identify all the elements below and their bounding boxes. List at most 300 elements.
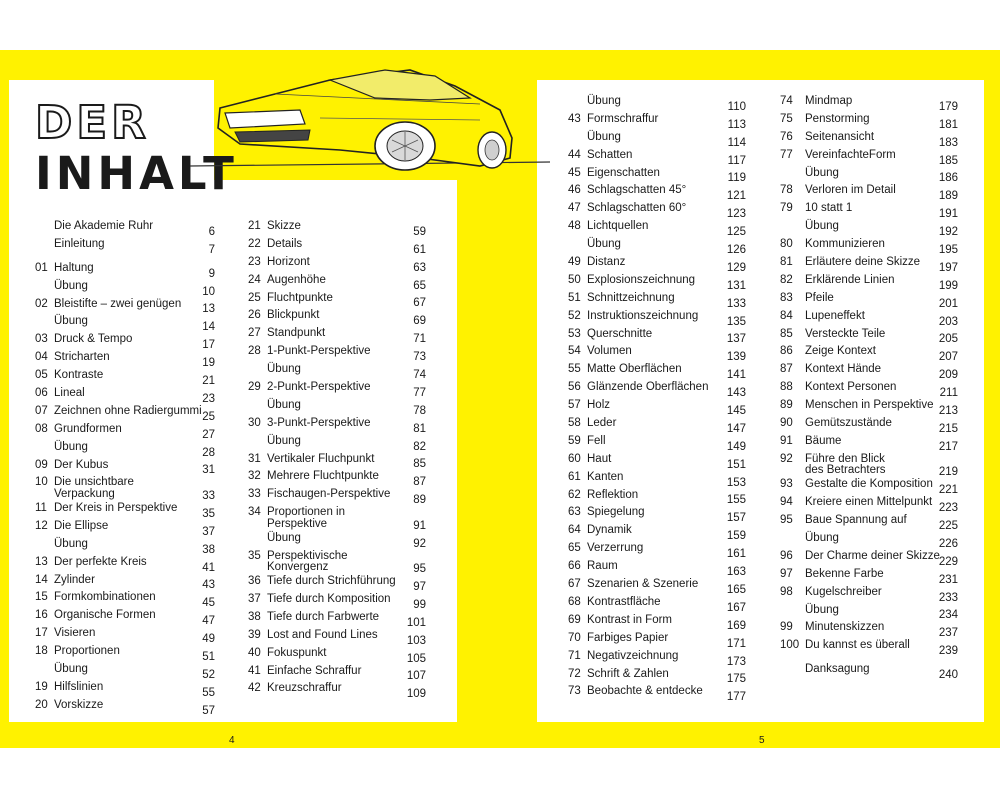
toc-chapter-number: 46	[568, 184, 581, 197]
toc-page-number: 31	[202, 464, 215, 477]
toc-chapter-title: Erklärende Linien	[805, 273, 895, 286]
toc-chapter-title: Tiefe durch Strichführung	[267, 575, 396, 588]
toc-page-number: 55	[202, 686, 215, 699]
toc-page-number: 9	[208, 267, 215, 280]
toc-page-number: 231	[938, 573, 958, 586]
toc-chapter-number: 17	[35, 627, 48, 640]
toc-chapter-number: 83	[780, 291, 793, 304]
toc-entry	[248, 417, 426, 435]
toc-chapter-title: Formkombinationen	[54, 591, 156, 604]
toc-page-number: 35	[202, 507, 215, 520]
toc-chapter-title: Der Kubus	[54, 458, 109, 471]
toc-chapter-title: Verzerrung	[587, 542, 644, 555]
toc-page-number: 153	[726, 476, 746, 489]
toc-chapter-number: 89	[780, 399, 793, 412]
toc-chapter-number: 53	[568, 327, 581, 340]
toc-chapter-title: Die Ellipse	[54, 519, 109, 532]
toc-page-number: 65	[413, 279, 426, 292]
toc-chapter-number: 38	[248, 610, 261, 623]
toc-chapter-title: Fokuspunkt	[267, 646, 327, 659]
toc-entry	[780, 95, 958, 113]
toc-page-number: 161	[726, 548, 746, 561]
toc-column-2	[248, 220, 426, 700]
toc-entry	[568, 202, 746, 220]
toc-entry	[248, 629, 426, 647]
toc-chapter-number: 93	[780, 478, 793, 491]
toc-chapter-title: Stricharten	[54, 351, 110, 364]
toc-chapter-number: 52	[568, 309, 581, 322]
toc-column-1	[35, 220, 215, 717]
toc-entry	[35, 351, 215, 369]
toc-page-number: 67	[413, 297, 426, 310]
toc-entry	[780, 113, 958, 131]
toc-page-number: 117	[727, 154, 746, 167]
toc-chapter-number: 23	[248, 255, 261, 268]
toc-entry	[248, 453, 426, 471]
toc-entry	[248, 506, 426, 532]
toc-chapter-number: 21	[248, 220, 261, 232]
toc-chapter-number: 66	[568, 560, 581, 573]
toc-chapter-number: 58	[568, 417, 581, 430]
toc-chapter-number: 03	[35, 333, 48, 346]
toc-page-number: 133	[726, 297, 746, 310]
toc-page-number: 28	[202, 446, 215, 459]
toc-chapter-title: Grundformen	[54, 422, 122, 435]
toc-page-number: 225	[938, 519, 958, 532]
toc-entry	[568, 614, 746, 632]
toc-chapter-number: 88	[780, 381, 793, 394]
toc-chapter-title: Der perfekte Kreis	[54, 555, 147, 568]
toc-page-number: 229	[938, 555, 958, 568]
toc-chapter-title: Übung	[54, 279, 88, 292]
toc-page-number: 7	[208, 243, 215, 256]
toc-chapter-number: 67	[568, 578, 581, 591]
toc-page-number: 13	[202, 303, 215, 316]
toc-page-number: 211	[939, 387, 958, 400]
toc-chapter-title: Holz	[587, 399, 611, 412]
title-line-der: DER	[35, 96, 150, 149]
toc-chapter-title: Schatten	[587, 148, 633, 161]
toc-chapter-title: Vertikaler Fluchpunkt	[267, 452, 375, 465]
toc-chapter-number: 40	[248, 646, 261, 659]
toc-entry	[780, 621, 958, 639]
toc-chapter-number: 02	[35, 297, 48, 310]
toc-chapter-title: Beobachte & entdecke	[587, 685, 703, 698]
toc-chapter-title: Kontrast in Form	[587, 613, 672, 626]
toc-page-number: 181	[938, 118, 958, 131]
toc-chapter-number: 04	[35, 351, 48, 364]
toc-chapter-title: Du kannst es überall	[805, 639, 910, 652]
toc-entry	[568, 435, 746, 453]
toc-page-number: 63	[413, 261, 426, 274]
toc-entry	[780, 663, 958, 681]
toc-chapter-number: 85	[780, 327, 793, 340]
toc-page-number: 77	[413, 386, 426, 399]
toc-entry	[568, 238, 746, 256]
toc-page-number: 25	[202, 410, 215, 423]
toc-chapter-title: Fell	[587, 434, 606, 447]
toc-chapter-number: 26	[248, 309, 261, 322]
toc-chapter-title-line-2: Konvergenz	[267, 561, 329, 574]
toc-chapter-title: Haut	[587, 452, 612, 465]
toc-entry	[780, 417, 958, 435]
toc-chapter-number: 72	[568, 667, 581, 680]
toc-entry	[568, 184, 746, 202]
toc-column-4	[780, 95, 958, 681]
toc-chapter-number: 36	[248, 575, 261, 588]
toc-entry	[35, 699, 215, 717]
toc-chapter-number: 18	[35, 645, 48, 658]
toc-chapter-number: 96	[780, 549, 793, 562]
toc-chapter-number: 55	[568, 363, 581, 376]
toc-page-number: 203	[938, 315, 958, 328]
toc-chapter-title: Explosionszeichnung	[587, 273, 696, 286]
toc-column-3	[568, 95, 746, 703]
toc-chapter-number: 13	[35, 555, 48, 568]
toc-chapter-title: Kreiere einen Mittelpunkt	[805, 496, 933, 509]
toc-page-number: 37	[202, 525, 215, 538]
toc-page-number: 107	[406, 670, 426, 683]
toc-entry	[35, 574, 215, 592]
toc-chapter-number: 81	[780, 256, 793, 269]
toc-chapter-number: 07	[35, 404, 48, 417]
toc-chapter-number: 92	[780, 452, 793, 465]
toc-chapter-number: 44	[568, 148, 581, 161]
toc-entry	[780, 478, 958, 496]
toc-entry	[248, 575, 426, 593]
toc-chapter-title: Lupeneffekt	[805, 309, 865, 322]
toc-entry	[780, 310, 958, 328]
toc-entry	[568, 345, 746, 363]
toc-page-number: 185	[938, 154, 958, 167]
toc-chapter-title: 2-Punkt-Perspektive	[267, 381, 371, 394]
toc-entry	[568, 542, 746, 560]
toc-page-number: 191	[938, 208, 958, 221]
toc-chapter-number: 10	[35, 476, 48, 489]
toc-entry	[248, 274, 426, 292]
toc-chapter-number: 99	[780, 621, 793, 634]
toc-chapter-title: Versteckte Teile	[805, 327, 886, 340]
toc-page-number: 6	[208, 225, 215, 238]
toc-page-number: 78	[413, 404, 426, 417]
toc-chapter-number: 79	[780, 202, 793, 215]
toc-chapter-number: 62	[568, 488, 581, 501]
toc-chapter-title: Formschraffur	[587, 112, 659, 125]
toc-entry	[780, 435, 958, 453]
toc-entry	[780, 131, 958, 149]
toc-chapter-title: Übung	[267, 434, 301, 447]
toc-chapter-title: Kontrastfläche	[587, 595, 661, 608]
toc-page-number: 123	[726, 208, 746, 221]
toc-chapter-number: 74	[780, 95, 793, 107]
toc-entry	[568, 578, 746, 596]
toc-entry	[248, 593, 426, 611]
toc-entry	[35, 502, 215, 520]
toc-page-number: 215	[938, 422, 958, 435]
toc-chapter-number: 100	[780, 639, 800, 652]
toc-entry	[248, 399, 426, 417]
toc-chapter-title: Übung	[267, 531, 301, 544]
toc-chapter-title: 3-Punkt-Perspektive	[267, 416, 371, 429]
toc-chapter-number: 50	[568, 273, 581, 286]
toc-chapter-title: Einfache Schraffur	[267, 664, 362, 677]
toc-chapter-number: 77	[780, 148, 793, 161]
toc-chapter-number: 33	[248, 488, 261, 501]
toc-page-number: 207	[938, 351, 958, 364]
toc-chapter-title: Übung	[267, 398, 301, 411]
toc-chapter-title: Übung	[805, 531, 839, 544]
toc-chapter-title: Querschnitte	[587, 327, 653, 340]
toc-chapter-title: Schlagschatten 60°	[587, 202, 687, 215]
toc-page-number: 209	[938, 369, 958, 382]
toc-page-number: 186	[938, 172, 958, 185]
toc-entry	[780, 550, 958, 568]
toc-entry	[568, 399, 746, 417]
toc-chapter-title: Die Akademie Ruhr	[54, 220, 154, 232]
toc-chapter-number: 19	[35, 680, 48, 693]
toc-chapter-number: 27	[248, 327, 261, 340]
toc-page-number: 141	[726, 369, 746, 382]
toc-page-number: 165	[726, 583, 746, 596]
toc-chapter-title: 10 statt 1	[805, 202, 853, 215]
toc-chapter-title: Matte Oberflächen	[587, 363, 682, 376]
toc-chapter-title: Lost and Found Lines	[267, 628, 378, 641]
toc-entry	[568, 95, 746, 113]
toc-chapter-number: 22	[248, 237, 261, 250]
toc-entry	[568, 506, 746, 524]
toc-chapter-title: Raum	[587, 560, 618, 573]
toc-entry	[248, 309, 426, 327]
toc-chapter-number: 63	[568, 506, 581, 519]
toc-page-number: 217	[938, 440, 958, 453]
toc-page-number: 131	[726, 279, 746, 292]
toc-chapter-title: Übung	[54, 315, 88, 328]
toc-chapter-title: Spiegelung	[587, 506, 645, 519]
toc-page-number: 135	[726, 315, 746, 328]
toc-entry	[35, 609, 215, 627]
toc-chapter-number: 65	[568, 542, 581, 555]
toc-entry	[780, 238, 958, 256]
toc-entry	[568, 310, 746, 328]
toc-chapter-number: 49	[568, 256, 581, 269]
toc-entry	[35, 476, 215, 502]
toc-page-number: 147	[726, 422, 746, 435]
toc-page-number: 143	[726, 387, 746, 400]
toc-entry	[35, 645, 215, 663]
toc-entry	[248, 363, 426, 381]
toc-entry	[780, 292, 958, 310]
toc-chapter-number: 82	[780, 273, 793, 286]
toc-page-number: 237	[938, 627, 958, 640]
toc-entry	[35, 663, 215, 681]
toc-entry	[35, 441, 215, 459]
toc-page-number: 195	[938, 244, 958, 257]
toc-page-number: 189	[938, 190, 958, 203]
toc-chapter-number: 14	[35, 573, 48, 586]
toc-page-number: 192	[938, 226, 958, 239]
toc-page-number: 126	[726, 244, 746, 257]
toc-chapter-number: 39	[248, 628, 261, 641]
toc-chapter-title: Schrift & Zahlen	[587, 667, 669, 680]
toc-chapter-title: Leder	[587, 417, 617, 430]
toc-page-number: 103	[406, 634, 426, 647]
toc-chapter-number: 28	[248, 345, 261, 358]
toc-entry	[568, 632, 746, 650]
toc-entry	[780, 514, 958, 532]
toc-chapter-number: 69	[568, 613, 581, 626]
toc-entry	[780, 167, 958, 185]
toc-chapter-title: Minutenskizzen	[805, 621, 885, 634]
toc-page-number: 99	[413, 598, 426, 611]
toc-entry	[780, 345, 958, 363]
toc-entry	[780, 363, 958, 381]
toc-chapter-title: Schlagschatten 45°	[587, 184, 687, 197]
toc-chapter-title: Fluchtpunkte	[267, 291, 333, 304]
toc-entry	[35, 262, 215, 280]
toc-chapter-title: Instruktionszeichnung	[587, 309, 699, 322]
toc-chapter-title: Baue Spannung auf	[805, 514, 907, 527]
toc-page-number: 14	[202, 321, 215, 334]
toc-chapter-number: 80	[780, 238, 793, 251]
toc-page-number: 91	[413, 519, 426, 532]
toc-chapter-number: 25	[248, 291, 261, 304]
toc-entry	[568, 668, 746, 686]
toc-chapter-number: 78	[780, 184, 793, 197]
toc-entry	[780, 399, 958, 417]
toc-chapter-title: Übung	[267, 363, 301, 376]
toc-chapter-number: 98	[780, 585, 793, 598]
toc-chapter-title: Übung	[54, 662, 88, 675]
toc-chapter-title: Bekenne Farbe	[805, 567, 884, 580]
toc-page-number: 175	[726, 673, 746, 686]
toc-page-number: 27	[202, 428, 215, 441]
toc-page-number: 221	[938, 484, 958, 497]
toc-entry	[568, 560, 746, 578]
toc-chapter-number: 06	[35, 387, 48, 400]
toc-chapter-title: Gemütszustände	[805, 417, 892, 430]
toc-page-number: 173	[726, 655, 746, 668]
toc-entry	[568, 131, 746, 149]
toc-page-number: 183	[938, 136, 958, 149]
toc-chapter-title: Vorskizze	[54, 698, 104, 711]
toc-chapter-title: Lichtquellen	[587, 220, 649, 233]
toc-entry	[35, 369, 215, 387]
toc-chapter-number: 94	[780, 496, 793, 509]
toc-entry	[248, 550, 426, 576]
toc-entry	[248, 345, 426, 363]
toc-entry	[780, 532, 958, 550]
toc-entry	[568, 524, 746, 542]
toc-chapter-title: Horizont	[267, 255, 310, 268]
toc-entry	[35, 459, 215, 477]
toc-chapter-number: 42	[248, 682, 261, 695]
toc-chapter-title: Glänzende Oberflächen	[587, 381, 709, 394]
toc-chapter-title-line-2: des Betrachters	[805, 464, 886, 477]
toc-chapter-number: 08	[35, 422, 48, 435]
toc-entry	[568, 167, 746, 185]
toc-page-number: 97	[413, 581, 426, 594]
toc-entry	[35, 220, 215, 238]
toc-chapter-title: Mindmap	[805, 95, 853, 107]
toc-entry	[780, 453, 958, 479]
toc-entry	[780, 328, 958, 346]
toc-page-number: 157	[726, 512, 746, 525]
toc-chapter-title: Eigenschatten	[587, 166, 660, 179]
toc-entry	[248, 292, 426, 310]
toc-entry	[248, 611, 426, 629]
toc-chapter-number: 48	[568, 220, 581, 233]
toc-chapter-title: Gestalte die Komposition	[805, 478, 933, 491]
toc-entry	[35, 333, 215, 351]
toc-chapter-title: Fischaugen-Perspektive	[267, 488, 391, 501]
toc-page-number: 87	[413, 476, 426, 489]
toc-chapter-number: 37	[248, 593, 261, 606]
toc-chapter-title: Volumen	[587, 345, 632, 358]
toc-chapter-title: Farbiges Papier	[587, 631, 669, 644]
toc-page-number: 85	[413, 458, 426, 471]
toc-page-number: 17	[202, 339, 215, 352]
toc-chapter-title: Dynamik	[587, 524, 632, 537]
toc-entry	[35, 298, 215, 316]
toc-page-number: 151	[726, 458, 746, 471]
toc-entry	[35, 556, 215, 574]
toc-chapter-number: 01	[35, 261, 48, 274]
toc-chapter-title: Führe den Blick	[805, 452, 885, 465]
toc-page-number: 145	[726, 405, 746, 418]
toc-chapter-number: 60	[568, 452, 581, 465]
toc-entry	[35, 280, 215, 298]
toc-chapter-title: Übung	[587, 238, 621, 251]
toc-chapter-number: 87	[780, 363, 793, 376]
toc-chapter-title: Der Kreis in Perspektive	[54, 501, 178, 514]
toc-page-number: 49	[202, 633, 215, 646]
toc-chapter-number: 61	[568, 470, 581, 483]
toc-entry	[248, 381, 426, 399]
toc-chapter-title: Skizze	[267, 220, 301, 232]
toc-entry	[35, 538, 215, 556]
toc-page-number: 139	[726, 351, 746, 364]
toc-chapter-number: 11	[35, 501, 47, 514]
toc-chapter-title: Bleistifte – zwei genügen	[54, 297, 182, 310]
toc-chapter-number: 59	[568, 434, 581, 447]
toc-chapter-title: Menschen in Perspektive	[805, 399, 934, 412]
toc-chapter-title: Übung	[54, 537, 88, 550]
toc-page-number: 113	[727, 118, 746, 131]
toc-page-number: 74	[413, 369, 426, 382]
toc-page-number: 177	[726, 691, 746, 704]
toc-entry	[35, 387, 215, 405]
toc-chapter-title: Übung	[54, 440, 88, 453]
toc-entry	[568, 256, 746, 274]
toc-entry	[35, 315, 215, 333]
toc-chapter-number: 09	[35, 458, 48, 471]
toc-chapter-number: 31	[248, 452, 261, 465]
toc-entry	[568, 381, 746, 399]
toc-chapter-title: Kommunizieren	[805, 238, 885, 251]
toc-chapter-number: 97	[780, 567, 793, 580]
toc-page-number: 223	[938, 502, 958, 515]
toc-entry	[568, 292, 746, 310]
toc-chapter-title: VereinfachteForm	[805, 148, 896, 161]
toc-entry	[248, 532, 426, 550]
toc-page-number: 114	[727, 136, 746, 149]
toc-chapter-title: Reflektion	[587, 488, 639, 501]
toc-entry	[568, 489, 746, 507]
toc-chapter-number: 64	[568, 524, 581, 537]
toc-chapter-title: Tiefe durch Komposition	[267, 593, 391, 606]
toc-chapter-title: Pfeile	[805, 291, 834, 304]
toc-entry	[568, 596, 746, 614]
